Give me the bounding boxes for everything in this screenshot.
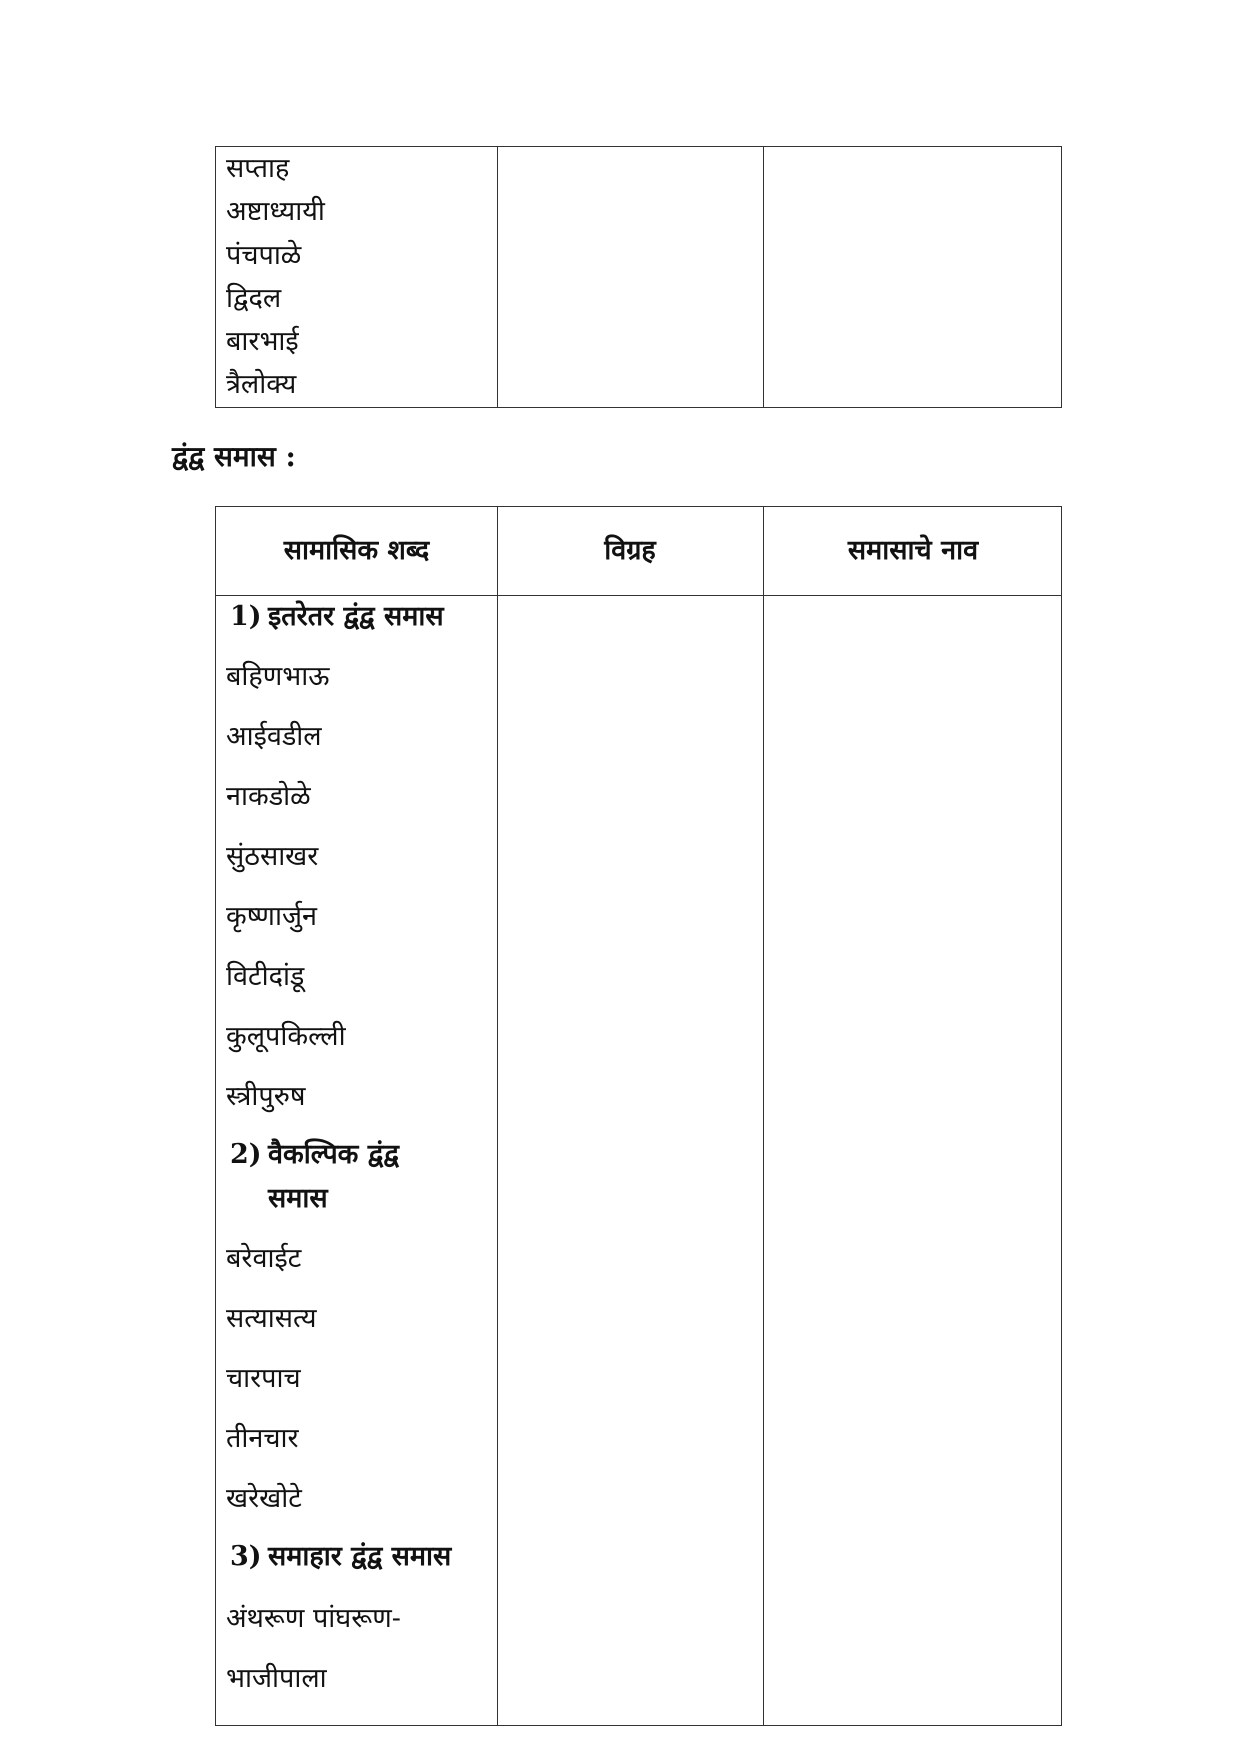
column-divider <box>763 147 764 407</box>
list-item: सुंठसाखर <box>226 841 319 872</box>
group-heading-vaikalpik <box>230 1133 399 1221</box>
group-heading-samahar <box>230 1535 451 1579</box>
list-item: सत्यासत्य <box>226 1303 317 1334</box>
word-list <box>226 147 325 407</box>
list-item: त्रैलोक्य <box>226 369 297 401</box>
list-item: द्विदल <box>226 282 282 314</box>
group-title-line: समास <box>268 1183 328 1214</box>
list-item: अंथरूण पांघरूण- <box>226 1603 401 1634</box>
column-divider <box>497 147 498 407</box>
group-number: 2) <box>230 1139 262 1170</box>
column-header-samasik-shabda: सामासिक शब्द <box>283 535 430 566</box>
group-title: समाहार द्वंद्व समास <box>268 1541 452 1572</box>
list-item: खरेखोटे <box>226 1483 302 1514</box>
section-title: द्वंद्व समास : <box>172 440 296 473</box>
list-item: अष्टाध्यायी <box>226 196 325 228</box>
column-header-vigraha: विग्रह <box>604 535 656 566</box>
list-item: कुलूपकिल्ली <box>226 1021 346 1052</box>
group-number: 1) <box>230 601 262 632</box>
list-item: पंचपाळे <box>226 239 302 271</box>
list-item: चारपाच <box>226 1363 301 1394</box>
list-item: बरेवाईट <box>226 1243 302 1274</box>
column-divider <box>497 507 498 1725</box>
list-item: कृष्णार्जुन <box>226 901 317 932</box>
list-item: तीनचार <box>226 1423 299 1454</box>
words-table-continued <box>215 146 1062 408</box>
list-item: बारभाई <box>226 326 299 358</box>
list-item: सप्ताह <box>226 153 290 184</box>
list-item: विटीदांडू <box>226 961 305 992</box>
list-item: आईवडील <box>226 721 322 752</box>
group-heading-itaretar <box>230 595 444 639</box>
list-item: बहिणभाऊ <box>226 661 330 692</box>
dvandva-samas-table <box>215 506 1062 1726</box>
list-item: स्त्रीपुरुष <box>226 1081 306 1112</box>
list-item: नाकडोळे <box>226 781 311 812</box>
group-title <box>268 1133 399 1221</box>
column-divider <box>763 507 764 1725</box>
column-header-samasache-nav: समासाचे नाव <box>847 535 979 566</box>
group-number: 3) <box>230 1541 262 1572</box>
list-item: भाजीपाला <box>226 1663 327 1694</box>
group-title: इतरेतर द्वंद्व समास <box>268 601 444 632</box>
group-title-line: वैकल्पिक द्वंद्व <box>268 1139 399 1170</box>
